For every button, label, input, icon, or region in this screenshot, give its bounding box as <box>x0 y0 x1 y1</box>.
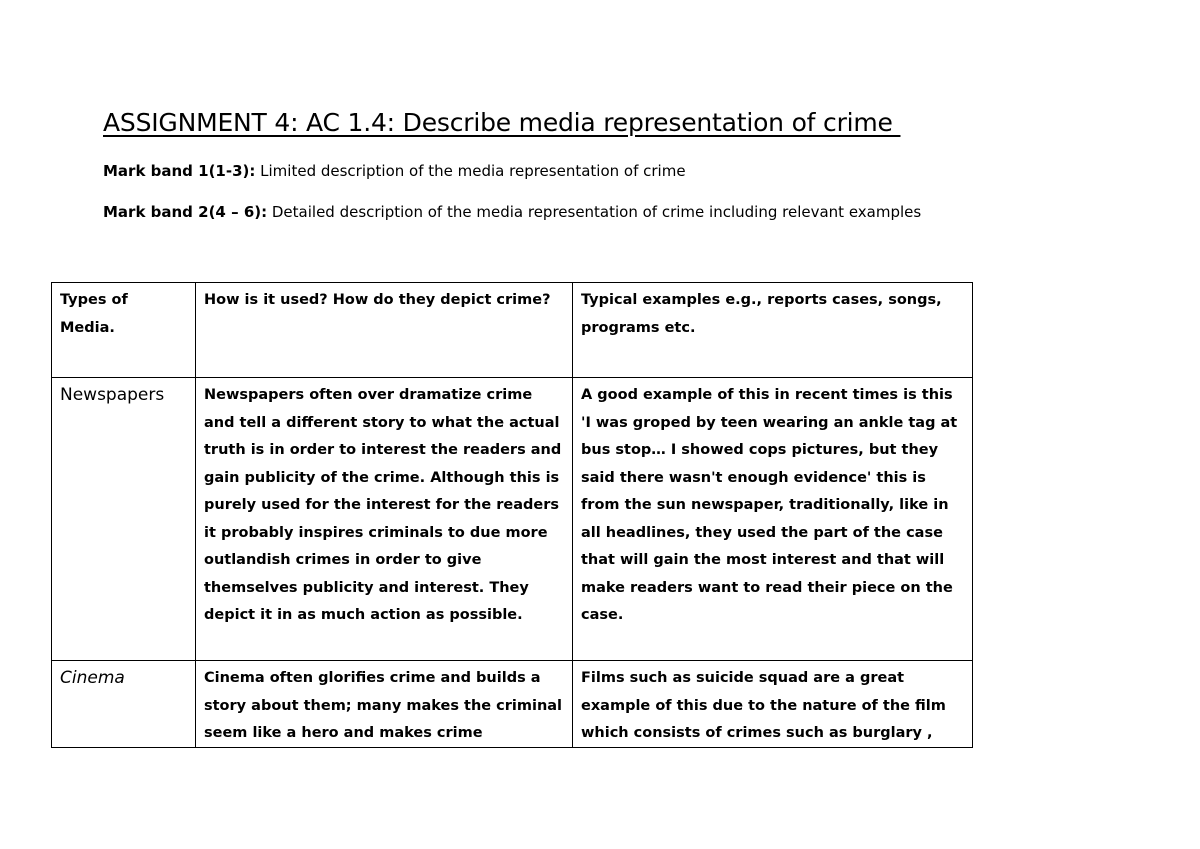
table-row <box>52 661 973 748</box>
header-how-used: How is it used? How do they depict crime? <box>196 283 573 378</box>
media-name-cinema-text: Cinema <box>60 668 125 688</box>
usage-cinema <box>196 661 573 748</box>
usage-newspapers: Newspapers often over dramatize crime and tell a different story to what the actual truth is in order to interest the readers and gain publicity of the crime. Although this is purely used for the interest for the readers it probably inspires criminals to due more outlandish crimes in order to give themselves publicity and interest. They depict it in as much action as possible. <box>196 378 573 661</box>
mark-band-2-text: Detailed description of the media representation of crime including relevant examples <box>267 203 922 221</box>
media-name-newspapers: Newspapers <box>52 378 196 661</box>
table-header-row <box>52 283 973 378</box>
mark-band-1-text: Limited description of the media representation of crime <box>255 162 686 180</box>
examples-newspapers: A good example of this in recent times is this 'I was groped by teen wearing an ankle tag at bus stop… I showed cops pictures, but they said there wasn't enough evidence' this is from the sun newspaper, traditionally, like in all headlines, they used the part of the case that will gain the most interest and that will make readers want to read their piece on the case. <box>573 378 973 661</box>
mark-band-2-label: Mark band 2(4 – 6): <box>103 203 268 221</box>
header-typical-examples: Typical examples e.g., reports cases, songs, programs etc. <box>573 283 973 378</box>
examples-cinema-text: Films such as suicide squad are a great example of this due to the nature of the film which consists of crimes such as burglary , <box>581 670 946 741</box>
examples-cinema <box>573 661 973 748</box>
mark-band-1 <box>103 162 686 180</box>
mark-band-2 <box>103 203 921 221</box>
assignment-title: ASSIGNMENT 4: AC 1.4: Describe media representation of crime <box>103 108 901 137</box>
media-table <box>51 282 973 748</box>
mark-band-1-label: Mark band 1(1-3): <box>103 162 256 180</box>
header-types-of-media: Types of Media. <box>52 283 196 378</box>
usage-cinema-text: Cinema often glorifies crime and builds a story about them; many makes the criminal seem like a hero and makes crime <box>204 670 563 741</box>
media-name-cinema <box>52 661 196 748</box>
table-row <box>52 378 973 661</box>
